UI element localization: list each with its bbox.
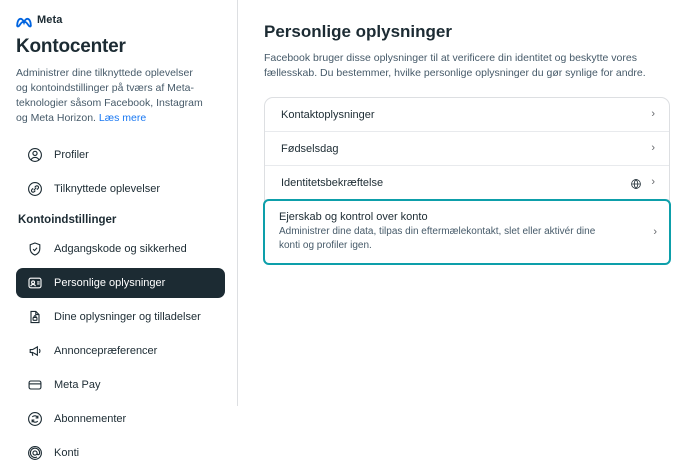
- sidebar-item-meta-pay[interactable]: [16, 370, 225, 400]
- sidebar-item-abonnementer[interactable]: [16, 404, 225, 434]
- row-main: [281, 101, 375, 129]
- row-right: [630, 177, 655, 189]
- row-subtitle: Administrer dine data, tilpas din eftermælekontakt, slet eller aktivér dine konti og profiler igen.: [279, 226, 596, 252]
- chevron-right-icon[interactable]: ›: [651, 176, 655, 189]
- row-title: Ejerskab og kontrol over konto: [279, 211, 428, 224]
- sidebar-item-label: Tilknyttede oplevelser: [54, 182, 160, 195]
- list-item-foedselsdag[interactable]: [265, 132, 669, 166]
- sidebar-item-label: Adgangskode og sikkerhed: [54, 242, 187, 255]
- wallet-icon: [26, 376, 43, 393]
- row-main: [281, 135, 338, 163]
- main-title: Personlige oplysninger: [264, 22, 452, 41]
- sidebar-item-annoncepraeferencer[interactable]: [16, 336, 225, 366]
- row-title: Fødselsdag: [281, 142, 339, 155]
- learn-more-link[interactable]: Læs mere: [98, 111, 147, 124]
- sidebar-item-profiler[interactable]: [16, 140, 225, 170]
- main-content: [238, 0, 700, 406]
- page-title: Kontocenter: [16, 36, 126, 57]
- chevron-right-icon[interactable]: ›: [651, 108, 655, 121]
- refresh-circle-icon: [26, 410, 43, 427]
- sidebar-item-label: Annoncepræferencer: [54, 344, 158, 357]
- chevron-right-icon[interactable]: ›: [653, 225, 657, 238]
- sidebar-description: [16, 66, 206, 126]
- row-main: [279, 203, 614, 261]
- megaphone-icon: [26, 342, 43, 359]
- shield-icon: [26, 240, 43, 257]
- document-lock-icon: [26, 308, 43, 325]
- sidebar-section-label: Kontoindstillinger: [18, 213, 117, 226]
- list-item-ejerskab-og-kontrol-over-konto[interactable]: [263, 199, 671, 265]
- sidebar-item-personlige-oplysninger[interactable]: [16, 268, 225, 298]
- list-item-kontaktoplysninger[interactable]: [265, 98, 669, 132]
- main-description: Facebook bruger disse oplysninger til at verificere din identitet og beskytte vores fællesskab. Du bestemmer, hvilke personlige oplysninger du gør synlige for andre.: [264, 52, 646, 80]
- sidebar-description-text: Administrer dine tilknyttede oplevelser og kontoindstillinger på tværs af Meta-teknologier såsom Facebook, Instagram og Meta Horizon.: [16, 67, 203, 124]
- meta-infinity-icon: [16, 15, 32, 26]
- sidebar-item-konti[interactable]: [16, 438, 225, 468]
- sidebar-settings-nav: [16, 234, 225, 468]
- brand: [16, 14, 225, 26]
- personal-info-list: [264, 97, 670, 265]
- sidebar-item-label: Profiler: [54, 148, 89, 161]
- sidebar-item-adgangskode-og-sikkerhed[interactable]: [16, 234, 225, 264]
- list-item-identitetsbekraeftelse[interactable]: [265, 166, 669, 200]
- sidebar: [0, 0, 238, 459]
- sidebar-top-nav: [16, 140, 225, 204]
- row-main: [281, 169, 383, 197]
- sidebar-item-tilknyttede-oplevelser[interactable]: [16, 174, 225, 204]
- brand-name: Meta: [37, 14, 63, 26]
- row-right: [651, 143, 655, 154]
- sidebar-item-label: Personlige oplysninger: [54, 276, 166, 289]
- sidebar-item-label: Meta Pay: [54, 378, 101, 391]
- row-title: Identitetsbekræftelse: [281, 176, 384, 189]
- row-right: [651, 109, 655, 120]
- person-circle-icon: [26, 146, 43, 163]
- row-title: Kontaktoplysninger: [281, 108, 375, 121]
- at-circle-icon: [26, 444, 43, 461]
- globe-icon: [630, 177, 642, 189]
- sidebar-item-label: Abonnementer: [54, 412, 127, 425]
- sidebar-item-label: Dine oplysninger og tilladelser: [54, 310, 201, 323]
- row-right: [653, 227, 657, 238]
- sidebar-item-label: Konti: [54, 446, 80, 459]
- chevron-right-icon[interactable]: ›: [651, 142, 655, 155]
- id-card-icon: [26, 274, 43, 291]
- link-circle-icon: [26, 180, 43, 197]
- sidebar-item-dine-oplysninger-og-tilladelser[interactable]: [16, 302, 225, 332]
